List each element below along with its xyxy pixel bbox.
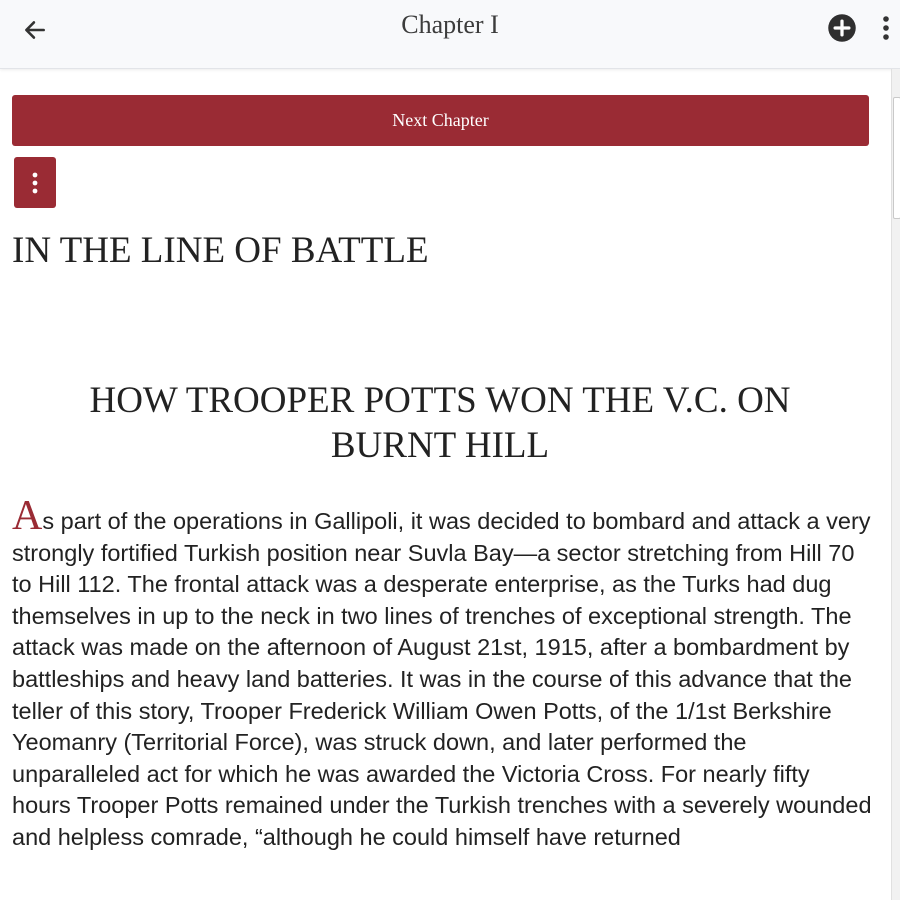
chapter-options-button[interactable] (14, 157, 56, 208)
scrollbar[interactable] (891, 69, 900, 900)
back-button[interactable] (14, 10, 56, 50)
add-button[interactable] (826, 12, 858, 44)
next-chapter-button[interactable]: Next Chapter (12, 95, 869, 146)
reader-content (0, 69, 890, 900)
story-title: HOW TROOPER POTTS WON THE V.C. ON BURNT HILL (89, 380, 791, 466)
more-vertical-icon (31, 171, 39, 195)
plus-circle-icon (827, 13, 857, 43)
chapter-title: Chapter I (401, 10, 499, 39)
arrow-left-icon (22, 17, 48, 43)
story-body (12, 493, 874, 854)
more-vertical-icon (882, 15, 890, 41)
app-header (0, 0, 900, 69)
drop-cap: A (12, 493, 43, 539)
part-title: IN THE LINE OF BATTLE (12, 230, 429, 271)
story-body-text: s part of the operations in Gallipoli, it was decided to bombard and attack a very strongly fortified Turkish position near Suvla Bay—a sector stretching from Hill 70 to Hill 112. The frontal attack was a desperate enterprise, as the Turks had dug themselves in up to the neck in two lines of trenches of exceptional strength. The attack was made on the afternoon of August 21st, 1915, after a bombardment by battleships and heavy land batteries. It was in the course of this advance that the teller of this story, Trooper Frederick William Owen Potts, of the 1/1st Berkshire Yeomanry (Territorial Force), was struck down, and later performed the unparalleled act for which he was awarded the Victoria Cross. For nearly fifty hours Trooper Potts remained under the Turkish trenches with a severely wounded and helpless comrade, “although he could himself have returned (12, 508, 872, 850)
scrollbar-thumb[interactable] (893, 97, 900, 219)
more-options-button[interactable] (874, 12, 898, 44)
